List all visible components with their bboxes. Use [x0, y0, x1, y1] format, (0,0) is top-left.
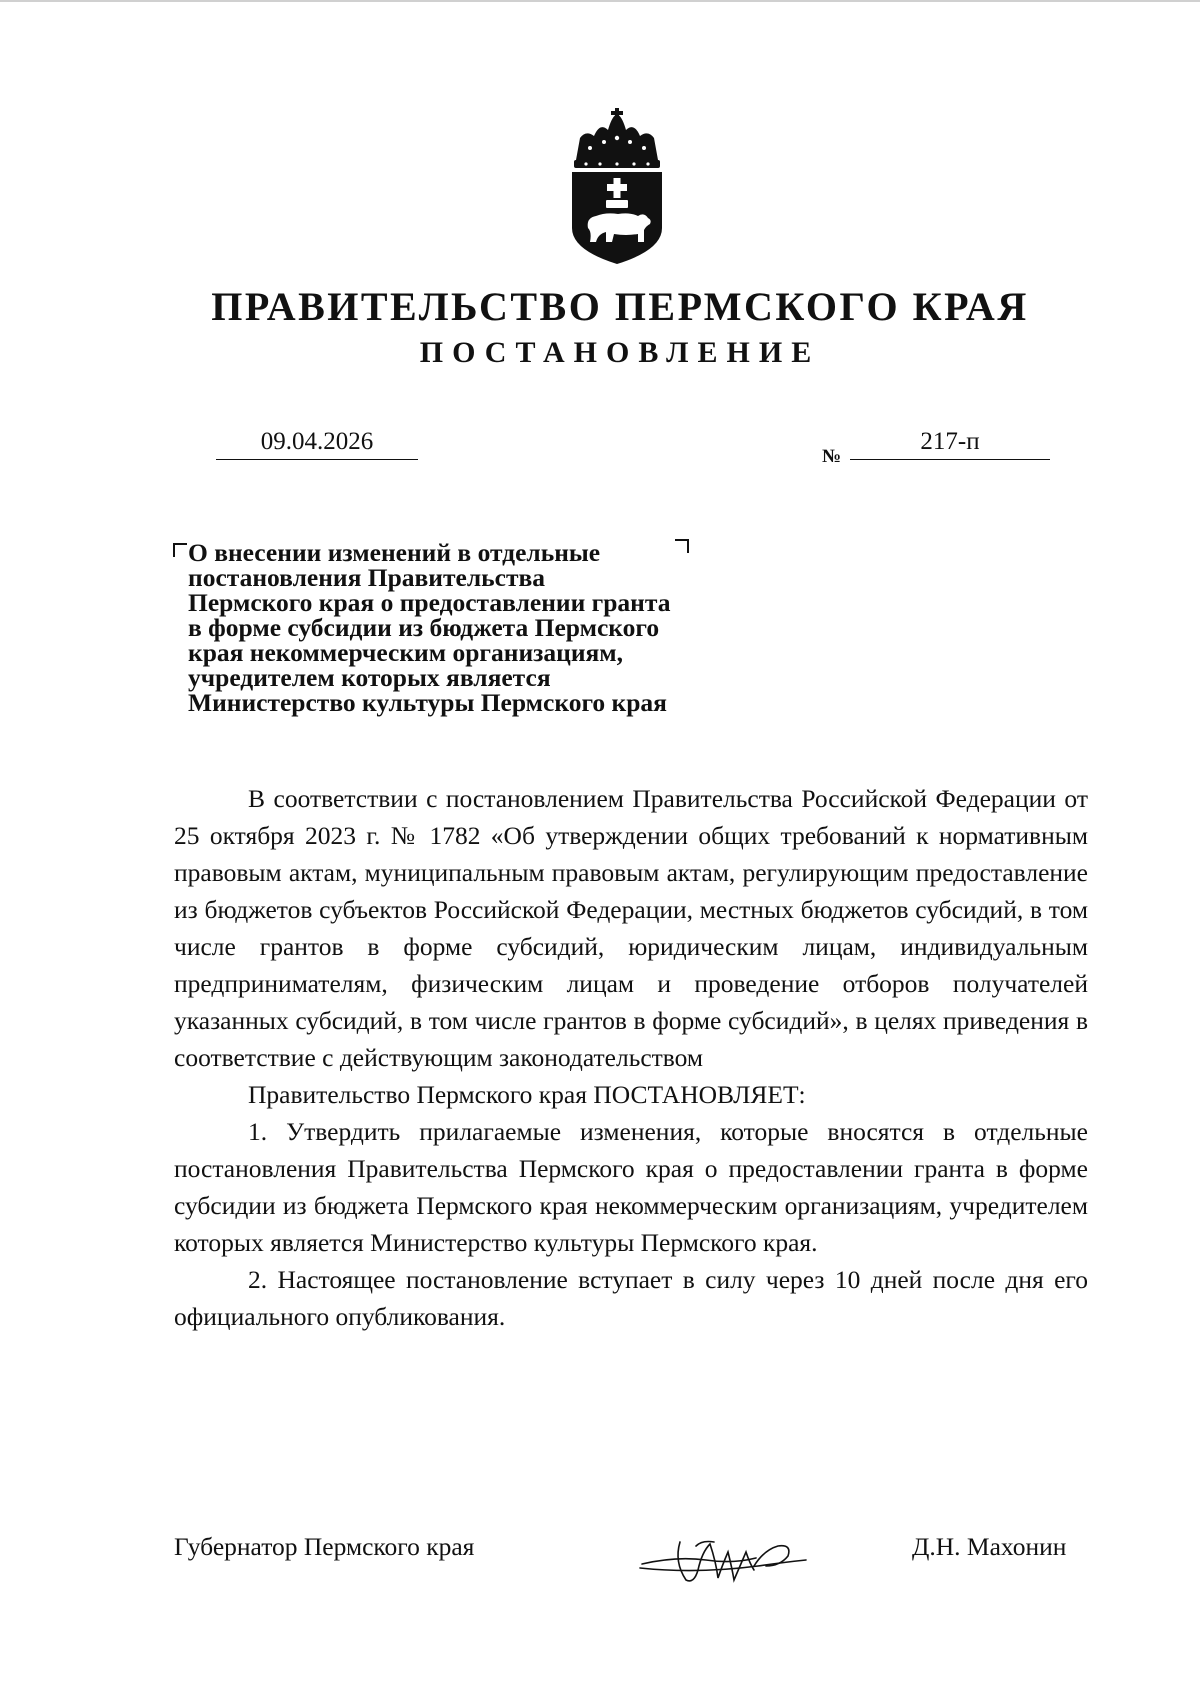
- resolution-paragraph: Правительство Пермского края ПОСТАНОВЛЯЕТ:: [248, 1080, 806, 1109]
- signer-position: Губернатор Пермского края: [174, 1532, 475, 1561]
- preamble-paragraph: В соответствии с постановлением Правительства Российской Федерации от 25 октября 2023 г. № 1782 «Об утверждении общих требований к нормативным правовым актам, муниципальным правовым актам, регулирующим предоставление из бюджетов субъектов Российской Федерации, местных бюджетов субсидий, в том числе грантов в форме субсидий, юридическим лицам, индивидуальным предпринимателям, физическим лицам и проведение отборов получателей указанных субсидий, в том числе грантов в форме субсидий», в целях приведения в соответствие с действующим законодательством: [174, 784, 1088, 1072]
- clause-1-paragraph: 1. Утвердить прилагаемые изменения, которые вносятся в отдельные постановления Правительства Пермского края о предоставлении гранта в форме субсидии из бюджета Пермского края некоммерческим организациям, учредителем которых является Министерство культуры Пермского края.: [174, 1117, 1088, 1257]
- signature-icon: [636, 1522, 826, 1602]
- government-title: ПРАВИТЕЛЬСТВО ПЕРМСКОГО КРАЯ: [211, 284, 1029, 329]
- subject-line: О внесении изменений в отдельные: [188, 538, 601, 567]
- subject-line: края некоммерческим организациям,: [188, 638, 624, 667]
- subject-line: Министерство культуры Пермского края: [188, 688, 667, 717]
- document-date: 09.04.2026: [216, 428, 418, 460]
- number-sign: №: [822, 446, 842, 467]
- subject-line: Пермского края о предоставлении гранта: [188, 588, 671, 617]
- subject-line: в форме субсидии из бюджета Пермского: [188, 613, 660, 642]
- coat-of-arms-icon: [566, 108, 668, 264]
- document-body: [174, 780, 1088, 1335]
- document-subject: [188, 540, 748, 715]
- document-type: ПОСТАНОВЛЕНИЕ: [419, 336, 821, 369]
- signer-name: Д.Н. Махонин: [912, 1532, 1067, 1561]
- document-number: 217-п: [850, 428, 1050, 460]
- clause-2-paragraph: 2. Настоящее постановление вступает в силу через 10 дней после дня его официального опубликования.: [174, 1265, 1088, 1331]
- page-edge: [0, 0, 1200, 2]
- subject-line: постановления Правительства: [188, 563, 545, 592]
- subject-line: учредителем которых является: [188, 663, 551, 692]
- subject-bracket-left: [173, 543, 187, 557]
